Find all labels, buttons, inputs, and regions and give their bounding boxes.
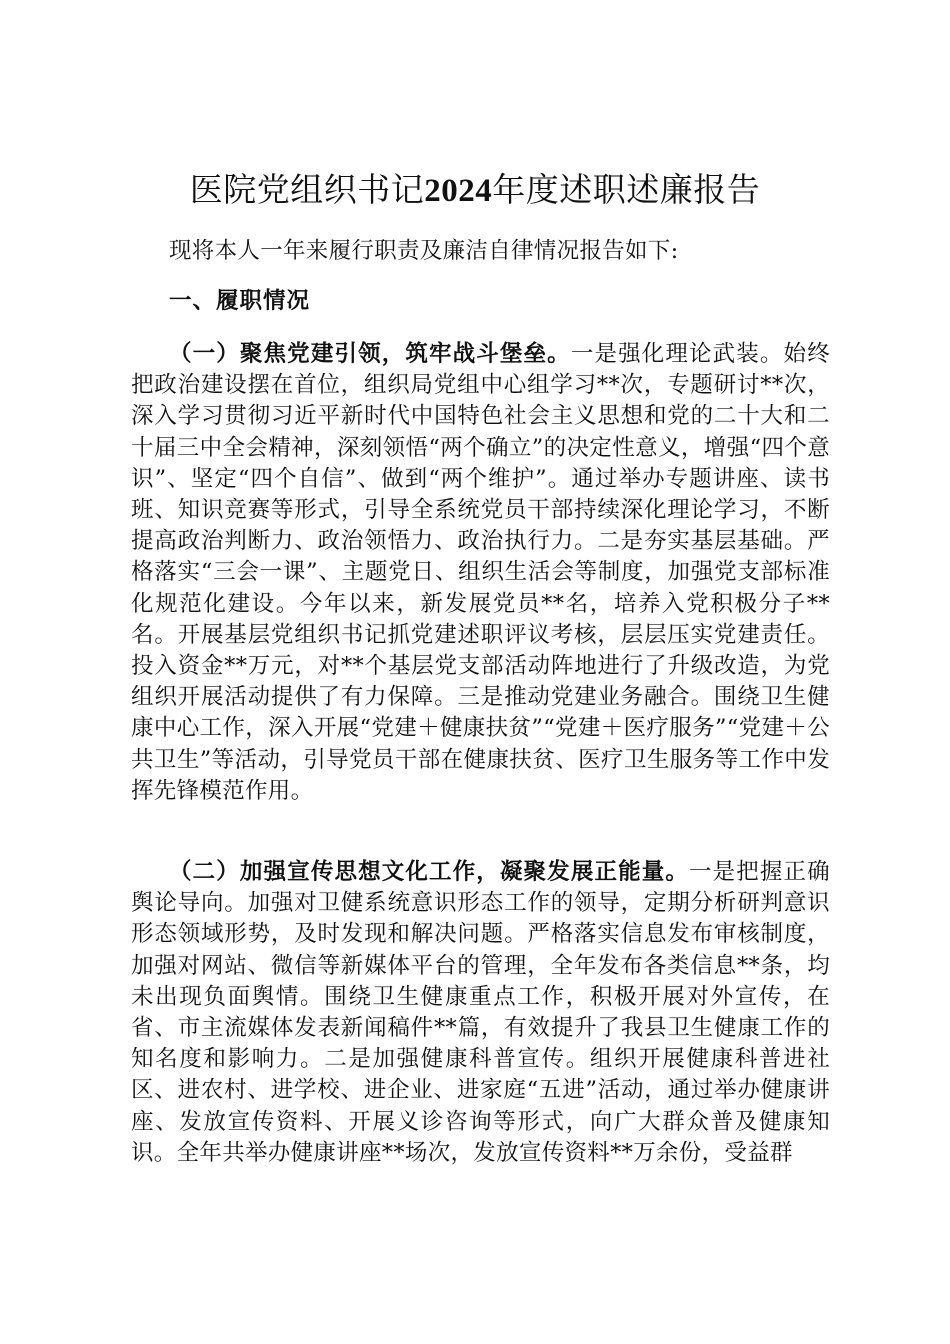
paragraph-publicity [131,857,830,1169]
paragraph-body-party-building: 一是强化理论武装。始终把政治建设摆在首位，组织局党组中心组学习**次，专题研讨**次，深入学习贯彻习近平新时代中国特色社会主义思想和党的二十大和二十届三中全会精神，深刻领悟“两个确立”的决定性意义，增强“四个意识”、坚定“四个自信”、做到“两个维护”。通过举办专题讲座、读书班、知识竞赛等形式，引导全系统党员干部持续深化理论学习，不断提高政治判断力、政治领悟力、政治执行力。二是夯实基层基础。严格落实“三会一课”、主题党日、组织生活会等制度，加强党支部标准化规范化建设。今年以来，新发展党员**名，培养入党积极分子**名。开展基层党组织书记抓党建述职评议考核，层层压实党建责任。投入资金**万元，对**个基层党支部活动阵地进行了升级改造，为党组织开展活动提供了有力保障。三是推动党建业务融合。围绕卫生健康中心工作，深入开展“党建＋健康扶贫”“党建＋医疗服务”“党建＋公共卫生”等活动，引导党员干部在健康扶贫、医疗卫生服务等工作中发挥先锋模范作用。 [131,341,830,804]
intro-paragraph: 现将本人一年来履行职责及廉洁自律情况报告如下: [169,238,679,264]
paragraph-lead-party-building: （一）聚焦党建引领，筑牢战斗堡垒。 [169,341,571,367]
document-title [0,168,950,213]
paragraph-party-building [131,339,830,807]
paragraph-body-publicity: 一是把握正确舆论导向。加强对卫健系统意识形态工作的领导，定期分析研判意识形态领域形势，及时发现和解决问题。严格落实信息发布审核制度，加强对网站、微信等新媒体平台的管理，全年发布各类信息**条，均未出现负面舆情。围绕卫生健康重点工作，积极开展对外宣传，在省、市主流媒体发表新闻稿件**篇，有效提升了我县卫生健康工作的知名度和影响力。二是加强健康科普宣传。组织开展健康科普进社区、进农村、进学校、进企业、进家庭“五进”活动，通过举办健康讲座、发放宣传资料、开展义诊咨询等形式，向广大群众普及健康知识。全年共举办健康讲座**场次，发放宣传资料**万余份，受益群 [131,859,830,1166]
paragraph-lead-publicity: （二）加强宣传思想文化工作，凝聚发展正能量。 [169,859,689,885]
title-suffix: 年度述职述廉报告 [492,170,761,209]
section-heading-performance: 一、履职情况 [169,288,311,314]
title-year: 2024 [424,173,493,209]
title-prefix: 医院党组织书记 [189,170,425,209]
